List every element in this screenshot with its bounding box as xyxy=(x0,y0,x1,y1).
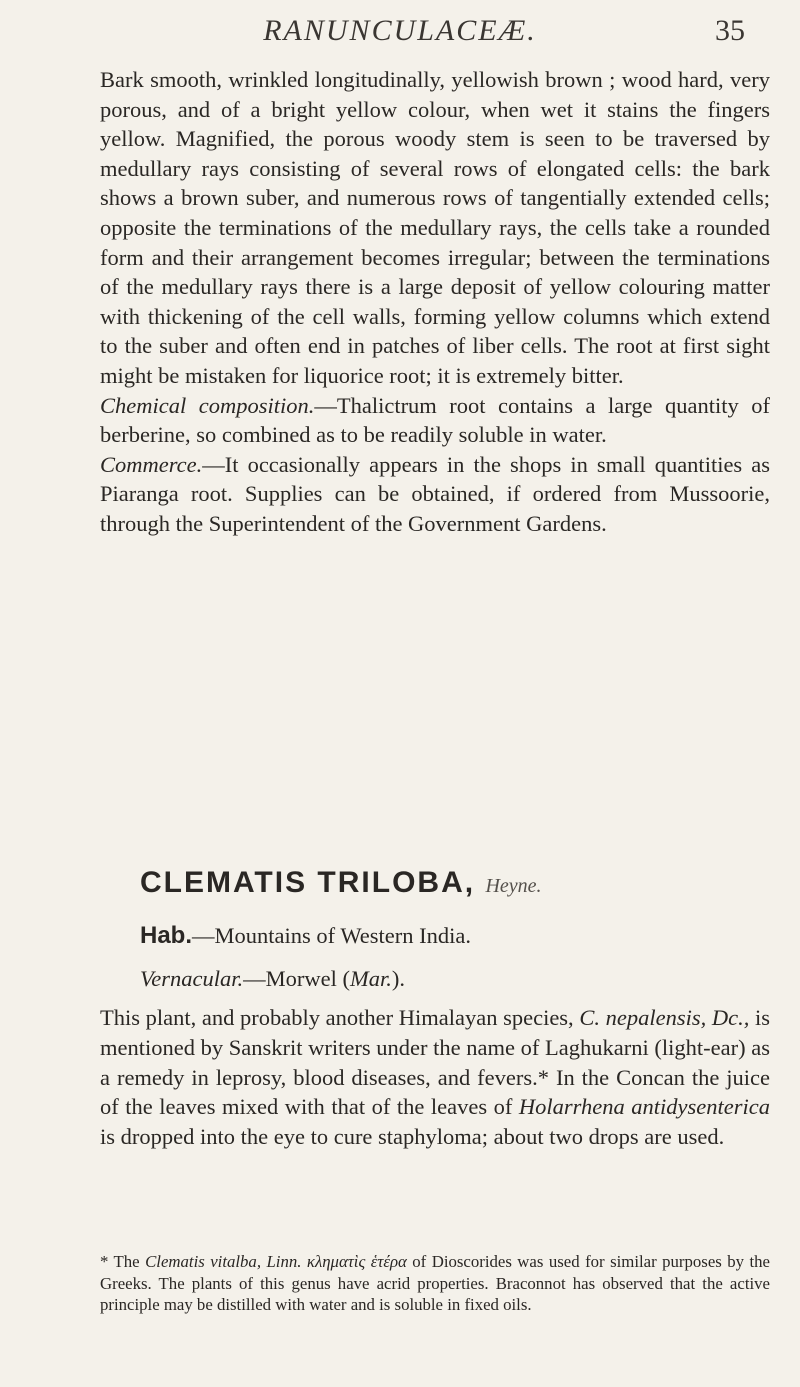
footnote-italic-1: Clematis vitalba, Linn. xyxy=(145,1252,302,1271)
description-paragraph: Bark smooth, wrinkled longitudinally, yellowish brown ; wood hard, very porous, and of a bright yellow colour, when wet it stains the fingers yellow. Magnified, the porous woody stem is seen to be traversed by medullary rays consisting of several rows of elongated cells: the bark shows a brown suber, and numerous rows of tangentially extended cells; opposite the terminations of the medullary rays, the cells take a rounded form and their arrangement becomes irregular; between the terminations of the medullary rays there is a large deposit of yellow colouring matter with thickening of the cell walls, forming yellow columns which extend to the suber and often end in patches of liber cells. The root at first sight might be mistaken for liquorice root; it is extremely bitter. xyxy=(100,67,770,388)
page-number: 35 xyxy=(715,14,745,47)
clematis-italic-2: Holarrhena antidysenterica xyxy=(518,1094,770,1120)
habitat-line xyxy=(140,922,780,950)
vernacular-line xyxy=(140,966,780,992)
running-head-title: RANUNCULACEÆ. xyxy=(263,14,537,47)
footnote-text-1: * The xyxy=(100,1252,146,1271)
footnote-text-2: of Dioscorides was used for similar purposes by the Greeks. The plants of this genus have acrid properties. Braconnot has observed that the active principle may be distilled with water and is soluble in fixed oils. xyxy=(100,1252,771,1314)
species-authority: Heyne. xyxy=(485,875,542,897)
vernacular-label: Vernacular. xyxy=(140,966,244,991)
habitat-label: Hab. xyxy=(140,922,193,949)
clematis-paragraph xyxy=(100,1003,770,1152)
clematis-text-2: is mentioned by Sanskrit writers under the name of Laghukarni (light-ear) as a remedy in leprosy, blood diseases, and fevers.* In the Concan the juice of the leaves mixed with that of the leaves of xyxy=(100,1005,770,1120)
vernacular-language: Mar. xyxy=(349,966,392,991)
chemical-composition-text: —Thalictrum root contains a large quantity of berberine, so combined as to be readily soluble in water. xyxy=(100,392,770,448)
footnote-paragraph xyxy=(100,1251,770,1316)
description-block xyxy=(100,65,770,539)
clematis-text-1: This plant, and probably another Himalayan species, xyxy=(100,1005,580,1030)
commerce-heading: Commerce. xyxy=(100,451,203,477)
chemical-composition-paragraph xyxy=(100,391,770,450)
running-head xyxy=(0,14,800,58)
section-title xyxy=(140,866,780,900)
footnote-greek: κληματὶς ἑτέρα xyxy=(301,1252,407,1271)
clematis-italic-1: C. nepalensis, Dc., xyxy=(579,1005,750,1030)
vernacular-text: —Morwel ( xyxy=(243,966,350,991)
clematis-description xyxy=(100,1003,770,1152)
clematis-text-3: is dropped into the eye to cure staphyloma; about two drops are used. xyxy=(100,1124,725,1150)
species-name: CLEMATIS TRILOBA, xyxy=(140,866,476,899)
chemical-composition-heading: Chemical composition. xyxy=(100,392,315,418)
habitat-text: —Mountains of Western India. xyxy=(192,923,471,948)
commerce-paragraph xyxy=(100,450,770,539)
vernacular-close: ). xyxy=(391,966,405,991)
commerce-text: —It occasionally appears in the shops in small quantities as Piaranga root. Supplies can be obtained, if ordered from Mussoorie, through the Superintendent of the Government Gardens. xyxy=(100,451,770,536)
footnote xyxy=(100,1251,770,1316)
